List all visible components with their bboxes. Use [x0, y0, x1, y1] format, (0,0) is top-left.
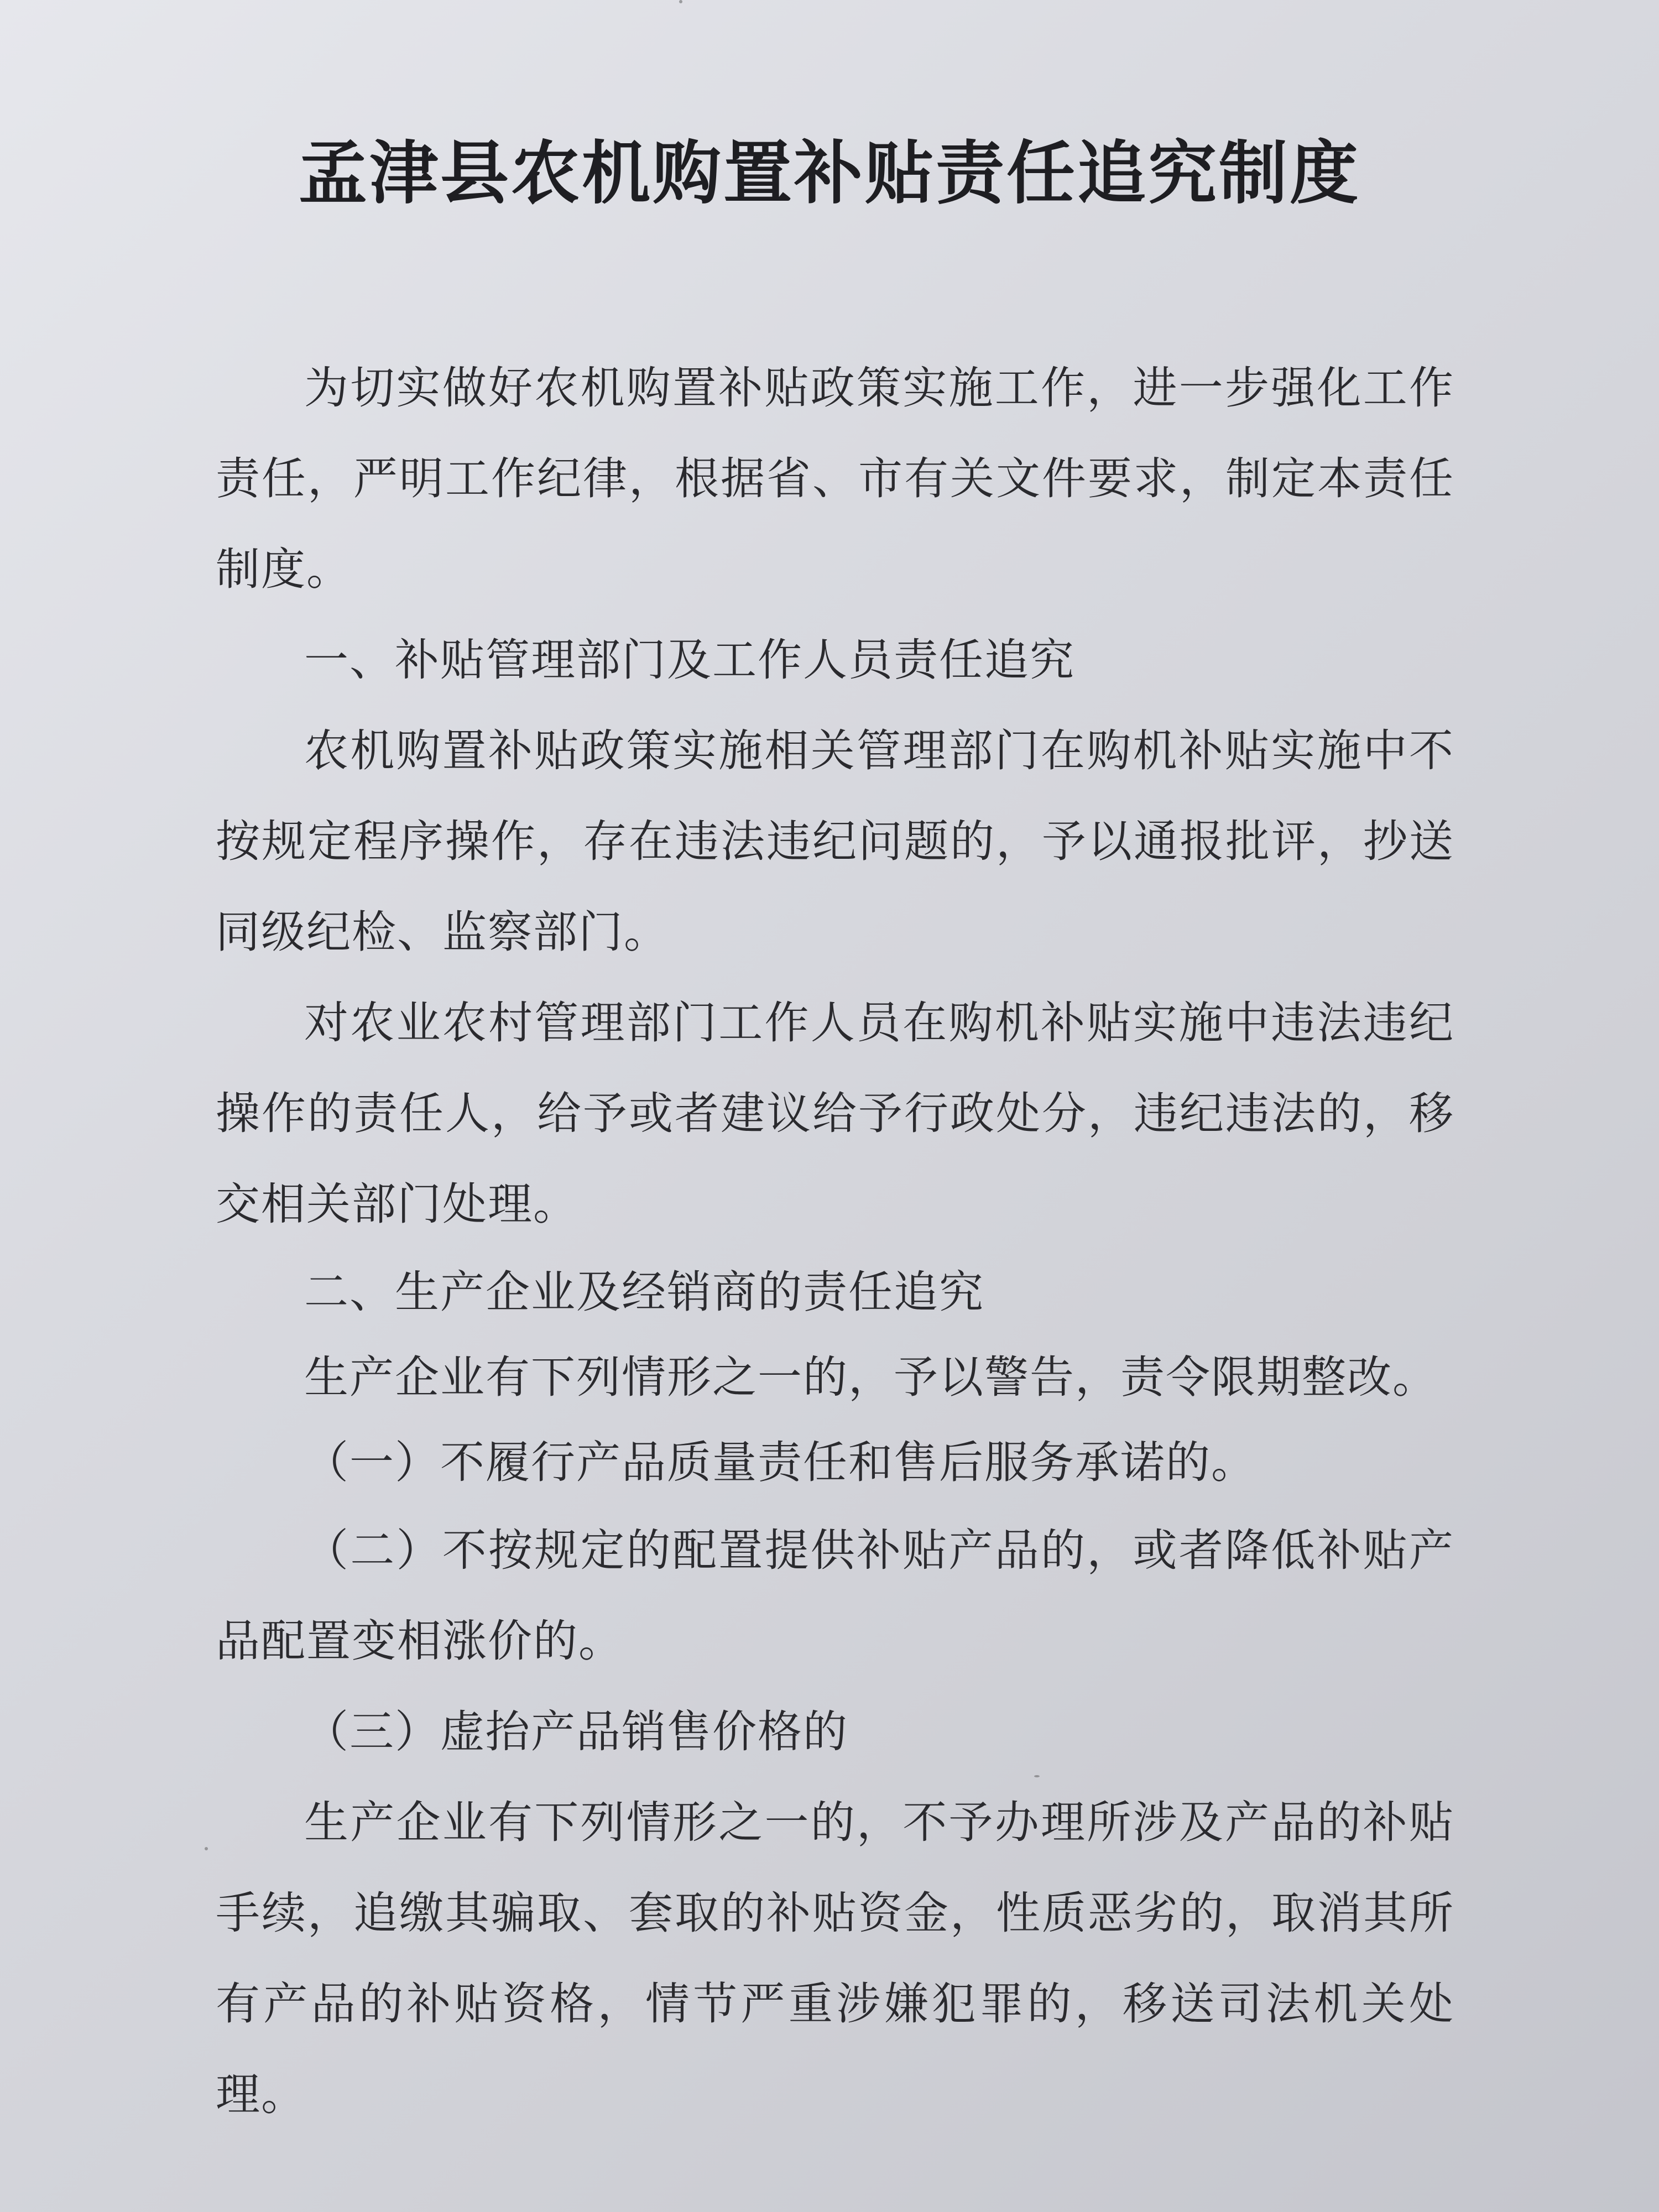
list-item-2: （二）不按规定的配置提供补贴产品的，或者降低补贴产品配置变相涨价的。 — [216, 1525, 1454, 1667]
document-body — [216, 343, 1454, 2140]
paper-speck — [679, 0, 682, 3]
paragraph-intro: 为切实做好农机购置补贴政策实施工作，进一步强化工作责任，严明工作纪律，根据省、市有关文件要求，制定本责任制度。 — [216, 362, 1454, 595]
paragraph-enterprise-penalty: 生产企业有下列情形之一的，不予办理所涉及产品的补贴手续，追缴其骗取、套取的补贴资金，性质恶劣的，取消其所有产品的补贴资格，情节严重涉嫌犯罪的，移送司法机关处理。 — [216, 1797, 1454, 2120]
paper-speck — [1034, 1775, 1040, 1777]
list-item-3: （三）虚抬产品销售价格的 — [304, 1706, 848, 1757]
list-item-1: （一）不履行产品质量责任和售后服务承诺的。 — [304, 1437, 1256, 1488]
paragraph-enterprise-warning: 生产企业有下列情形之一的，予以警告，责令限期整改。 — [304, 1352, 1438, 1403]
paper-speck — [205, 1847, 208, 1850]
section-heading-1: 一、补贴管理部门及工作人员责任追究 — [304, 634, 1075, 686]
section-heading-2: 二、生产企业及经销商的责任追究 — [304, 1266, 984, 1318]
paragraph-management-2: 对农业农村管理部门工作人员在购机补贴实施中违法违纪操作的责任人，给予或者建议给予行政处分，违纪违法的，移交相关部门处理。 — [216, 997, 1454, 1230]
page-title: 孟津县农机购置补贴责任追究制度 — [298, 134, 1360, 213]
paragraph-management-1: 农机购置补贴政策实施相关管理部门在购机补贴实施中不按规定程序操作，存在违法违纪问题的，予以通报批评，抄送同级纪检、监察部门。 — [216, 725, 1454, 958]
